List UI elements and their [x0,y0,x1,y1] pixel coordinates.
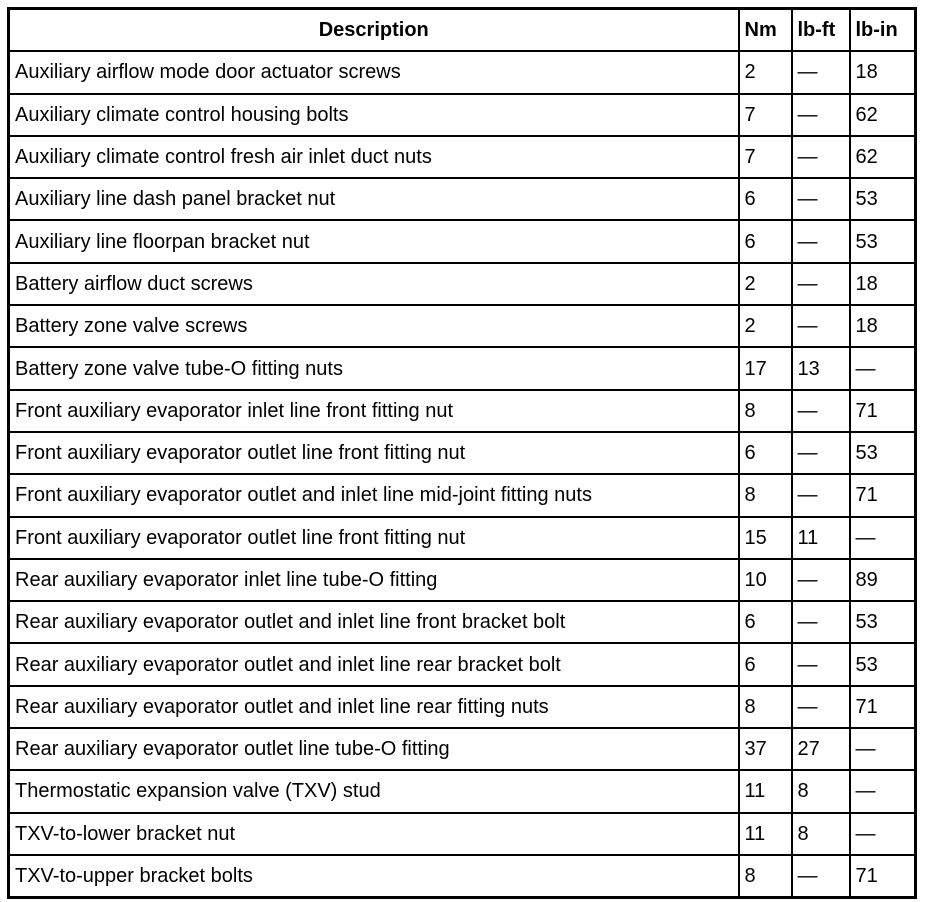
cell-description: Front auxiliary evaporator inlet line front fitting nut [9,390,739,432]
cell-lb-ft: — [792,643,850,685]
cell-lb-ft: — [792,432,850,474]
cell-description: Thermostatic expansion valve (TXV) stud [9,770,739,812]
column-header-nm: Nm [739,9,792,52]
cell-lb-ft: 13 [792,347,850,389]
table-row [9,686,916,728]
column-header-lb-in: lb-in [850,9,916,52]
cell-lb-in: 71 [850,474,916,516]
cell-description: Auxiliary airflow mode door actuator screws [9,51,739,93]
cell-nm: 6 [739,178,792,220]
cell-lb-ft: — [792,178,850,220]
cell-description: Auxiliary climate control housing bolts [9,94,739,136]
cell-description: Battery zone valve tube-O fitting nuts [9,347,739,389]
cell-description: TXV-to-lower bracket nut [9,813,739,855]
cell-description: TXV-to-upper bracket bolts [9,855,739,898]
cell-lb-ft: — [792,686,850,728]
cell-lb-in: 53 [850,178,916,220]
cell-lb-ft: — [792,51,850,93]
cell-nm: 37 [739,728,792,770]
cell-nm: 7 [739,136,792,178]
cell-description: Rear auxiliary evaporator outlet and inlet line rear bracket bolt [9,643,739,685]
cell-nm: 10 [739,559,792,601]
column-header-description: Description [9,9,739,52]
cell-nm: 2 [739,51,792,93]
cell-lb-in: 89 [850,559,916,601]
cell-description: Auxiliary line floorpan bracket nut [9,220,739,262]
table-row [9,601,916,643]
cell-description: Rear auxiliary evaporator outlet and inlet line rear fitting nuts [9,686,739,728]
cell-lb-ft: — [792,474,850,516]
cell-lb-ft: 27 [792,728,850,770]
cell-description: Front auxiliary evaporator outlet and inlet line mid-joint fitting nuts [9,474,739,516]
cell-lb-in: 62 [850,94,916,136]
table-row [9,347,916,389]
table-row [9,559,916,601]
cell-lb-ft: 8 [792,770,850,812]
table-row [9,855,916,898]
cell-lb-in: 71 [850,686,916,728]
cell-nm: 8 [739,390,792,432]
cell-nm: 6 [739,432,792,474]
cell-lb-in: 18 [850,51,916,93]
torque-specifications-table [7,7,917,899]
cell-lb-in: 18 [850,305,916,347]
cell-description: Front auxiliary evaporator outlet line front fitting nut [9,432,739,474]
cell-lb-ft: — [792,390,850,432]
cell-lb-ft: 8 [792,813,850,855]
cell-lb-in: — [850,728,916,770]
table-row [9,643,916,685]
cell-description: Battery airflow duct screws [9,263,739,305]
cell-description: Battery zone valve screws [9,305,739,347]
table-row [9,432,916,474]
table-row [9,51,916,93]
cell-lb-in: — [850,347,916,389]
cell-lb-ft: — [792,559,850,601]
table-row [9,474,916,516]
cell-nm: 7 [739,94,792,136]
cell-nm: 2 [739,305,792,347]
cell-lb-in: 53 [850,432,916,474]
cell-lb-ft: — [792,305,850,347]
cell-lb-in: 53 [850,220,916,262]
cell-description: Rear auxiliary evaporator outlet line tube-O fitting [9,728,739,770]
cell-description: Front auxiliary evaporator outlet line front fitting nut [9,517,739,559]
cell-lb-ft: — [792,601,850,643]
cell-lb-in: 53 [850,643,916,685]
cell-nm: 11 [739,813,792,855]
table-row [9,813,916,855]
cell-lb-ft: — [792,94,850,136]
cell-lb-ft: 11 [792,517,850,559]
table-row [9,94,916,136]
cell-nm: 8 [739,686,792,728]
table-row [9,220,916,262]
cell-lb-ft: — [792,220,850,262]
cell-nm: 11 [739,770,792,812]
table-row [9,178,916,220]
header-row [9,9,916,52]
cell-lb-ft: — [792,855,850,898]
cell-description: Auxiliary climate control fresh air inlet duct nuts [9,136,739,178]
cell-lb-in: — [850,813,916,855]
cell-nm: 17 [739,347,792,389]
table-row [9,728,916,770]
cell-nm: 8 [739,855,792,898]
table-row [9,263,916,305]
table-row [9,390,916,432]
cell-nm: 6 [739,220,792,262]
cell-lb-in: 71 [850,855,916,898]
cell-lb-in: 62 [850,136,916,178]
cell-description: Rear auxiliary evaporator inlet line tube-O fitting [9,559,739,601]
cell-description: Auxiliary line dash panel bracket nut [9,178,739,220]
cell-nm: 6 [739,601,792,643]
cell-lb-in: 53 [850,601,916,643]
cell-lb-in: 18 [850,263,916,305]
column-header-lb-ft: lb-ft [792,9,850,52]
cell-nm: 15 [739,517,792,559]
cell-nm: 6 [739,643,792,685]
cell-lb-in: — [850,517,916,559]
table-row [9,770,916,812]
cell-lb-in: 71 [850,390,916,432]
cell-lb-ft: — [792,136,850,178]
cell-lb-ft: — [792,263,850,305]
table-row [9,305,916,347]
table-row [9,517,916,559]
table-row [9,136,916,178]
cell-description: Rear auxiliary evaporator outlet and inlet line front bracket bolt [9,601,739,643]
cell-nm: 2 [739,263,792,305]
cell-nm: 8 [739,474,792,516]
cell-lb-in: — [850,770,916,812]
